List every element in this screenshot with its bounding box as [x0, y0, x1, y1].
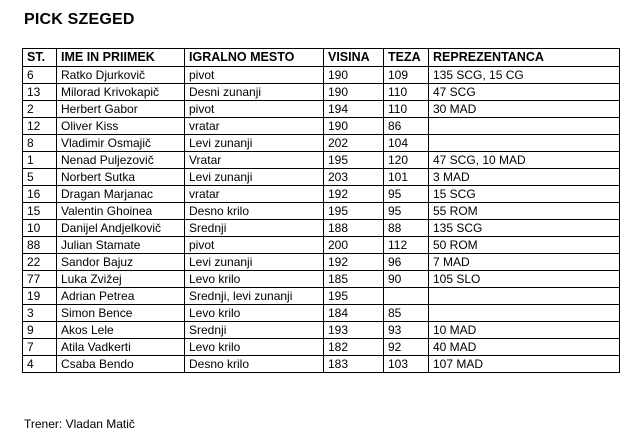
cell-number: 77 [23, 271, 57, 288]
cell-number: 19 [23, 288, 57, 305]
cell-number: 5 [23, 169, 57, 186]
cell-height: 192 [324, 254, 384, 271]
cell-number: 22 [23, 254, 57, 271]
cell-weight: 88 [384, 220, 429, 237]
table-row [23, 288, 620, 305]
cell-national-team: 105 SLO [429, 271, 620, 288]
page-title: PICK SZEGED [24, 11, 135, 28]
table-row [23, 135, 620, 152]
cell-national-team [429, 305, 620, 322]
cell-height: 184 [324, 305, 384, 322]
cell-national-team: 10 MAD [429, 322, 620, 339]
cell-number: 16 [23, 186, 57, 203]
cell-height: 200 [324, 237, 384, 254]
cell-national-team: 15 SCG [429, 186, 620, 203]
cell-position: Levo krilo [185, 305, 324, 322]
cell-weight: 101 [384, 169, 429, 186]
cell-name: Oliver Kiss [57, 118, 185, 135]
cell-national-team [429, 288, 620, 305]
table-row [23, 152, 620, 169]
cell-weight: 85 [384, 305, 429, 322]
table-row [23, 237, 620, 254]
cell-number: 6 [23, 67, 57, 84]
cell-height: 182 [324, 339, 384, 356]
cell-weight [384, 288, 429, 305]
header-number: ST. [23, 49, 57, 67]
table-row [23, 101, 620, 118]
cell-national-team: 50 ROM [429, 237, 620, 254]
cell-national-team: 135 SCG, 15 CG [429, 67, 620, 84]
cell-national-team: 55 ROM [429, 203, 620, 220]
roster-table [22, 48, 620, 373]
cell-name: Luka Zvižej [57, 271, 185, 288]
cell-weight: 90 [384, 271, 429, 288]
table-header-row [23, 49, 620, 67]
cell-name: Julian Stamate [57, 237, 185, 254]
cell-position: Levi zunanji [185, 135, 324, 152]
cell-height: 183 [324, 356, 384, 373]
cell-position: pivot [185, 101, 324, 118]
cell-number: 8 [23, 135, 57, 152]
cell-height: 192 [324, 186, 384, 203]
coach-line: Trener: Vladan Matič [24, 417, 135, 431]
cell-name: Atila Vadkerti [57, 339, 185, 356]
cell-height: 194 [324, 101, 384, 118]
cell-name: Ratko Djurkovič [57, 67, 185, 84]
cell-weight: 95 [384, 186, 429, 203]
cell-weight: 110 [384, 84, 429, 101]
cell-position: Desno krilo [185, 356, 324, 373]
cell-weight: 92 [384, 339, 429, 356]
header-national-team: REPREZENTANCA [429, 49, 620, 67]
cell-number: 2 [23, 101, 57, 118]
cell-height: 195 [324, 203, 384, 220]
cell-height: 195 [324, 288, 384, 305]
cell-number: 9 [23, 322, 57, 339]
table-row [23, 186, 620, 203]
cell-name: Dragan Marjanac [57, 186, 185, 203]
header-position: IGRALNO MESTO [185, 49, 324, 67]
cell-weight: 120 [384, 152, 429, 169]
cell-national-team: 47 SCG [429, 84, 620, 101]
cell-name: Sandor Bajuz [57, 254, 185, 271]
table-row [23, 67, 620, 84]
cell-position: Desno krilo [185, 203, 324, 220]
cell-national-team: 135 SCG [429, 220, 620, 237]
cell-position: Levo krilo [185, 271, 324, 288]
cell-number: 1 [23, 152, 57, 169]
cell-position: Vratar [185, 152, 324, 169]
table-row [23, 254, 620, 271]
cell-number: 3 [23, 305, 57, 322]
cell-number: 4 [23, 356, 57, 373]
cell-national-team: 47 SCG, 10 MAD [429, 152, 620, 169]
table-row [23, 356, 620, 373]
table-row [23, 339, 620, 356]
cell-name: Nenad Puljezovič [57, 152, 185, 169]
cell-position: pivot [185, 237, 324, 254]
cell-national-team: 107 MAD [429, 356, 620, 373]
roster-body [23, 67, 620, 373]
cell-name: Vladimir Osmajič [57, 135, 185, 152]
cell-height: 188 [324, 220, 384, 237]
header-height: VISINA [324, 49, 384, 67]
cell-position: vratar [185, 186, 324, 203]
cell-position: Srednji [185, 322, 324, 339]
cell-name: Adrian Petrea [57, 288, 185, 305]
cell-height: 190 [324, 118, 384, 135]
cell-weight: 95 [384, 203, 429, 220]
table-row [23, 322, 620, 339]
cell-height: 190 [324, 84, 384, 101]
cell-position: pivot [185, 67, 324, 84]
cell-height: 195 [324, 152, 384, 169]
cell-weight: 109 [384, 67, 429, 84]
cell-national-team: 3 MAD [429, 169, 620, 186]
cell-position: Srednji [185, 220, 324, 237]
cell-position: vratar [185, 118, 324, 135]
cell-weight: 103 [384, 356, 429, 373]
table-row [23, 220, 620, 237]
table-row [23, 271, 620, 288]
table-row [23, 305, 620, 322]
cell-name: Milorad Krivokapič [57, 84, 185, 101]
cell-height: 190 [324, 67, 384, 84]
cell-weight: 93 [384, 322, 429, 339]
cell-national-team: 7 MAD [429, 254, 620, 271]
cell-name: Herbert Gabor [57, 101, 185, 118]
cell-height: 193 [324, 322, 384, 339]
cell-name: Csaba Bendo [57, 356, 185, 373]
cell-weight: 96 [384, 254, 429, 271]
cell-position: Levi zunanji [185, 169, 324, 186]
cell-number: 10 [23, 220, 57, 237]
cell-weight: 104 [384, 135, 429, 152]
table-row [23, 169, 620, 186]
table-row [23, 118, 620, 135]
cell-national-team [429, 135, 620, 152]
cell-national-team [429, 118, 620, 135]
cell-position: Levi zunanji [185, 254, 324, 271]
cell-name: Valentin Ghoinea [57, 203, 185, 220]
cell-name: Norbert Sutka [57, 169, 185, 186]
cell-name: Simon Bence [57, 305, 185, 322]
cell-height: 203 [324, 169, 384, 186]
cell-weight: 110 [384, 101, 429, 118]
cell-position: Levo krilo [185, 339, 324, 356]
cell-position: Srednji, levi zunanji [185, 288, 324, 305]
table-row [23, 84, 620, 101]
header-weight: TEZA [384, 49, 429, 67]
cell-weight: 86 [384, 118, 429, 135]
table-row [23, 203, 620, 220]
header-name: IME IN PRIIMEK [57, 49, 185, 67]
cell-name: Akos Lele [57, 322, 185, 339]
cell-national-team: 40 MAD [429, 339, 620, 356]
cell-number: 88 [23, 237, 57, 254]
cell-number: 15 [23, 203, 57, 220]
cell-number: 13 [23, 84, 57, 101]
cell-weight: 112 [384, 237, 429, 254]
cell-number: 7 [23, 339, 57, 356]
cell-height: 185 [324, 271, 384, 288]
cell-name: Danijel Andjelkovič [57, 220, 185, 237]
cell-height: 202 [324, 135, 384, 152]
cell-position: Desni zunanji [185, 84, 324, 101]
cell-national-team: 30 MAD [429, 101, 620, 118]
cell-number: 12 [23, 118, 57, 135]
